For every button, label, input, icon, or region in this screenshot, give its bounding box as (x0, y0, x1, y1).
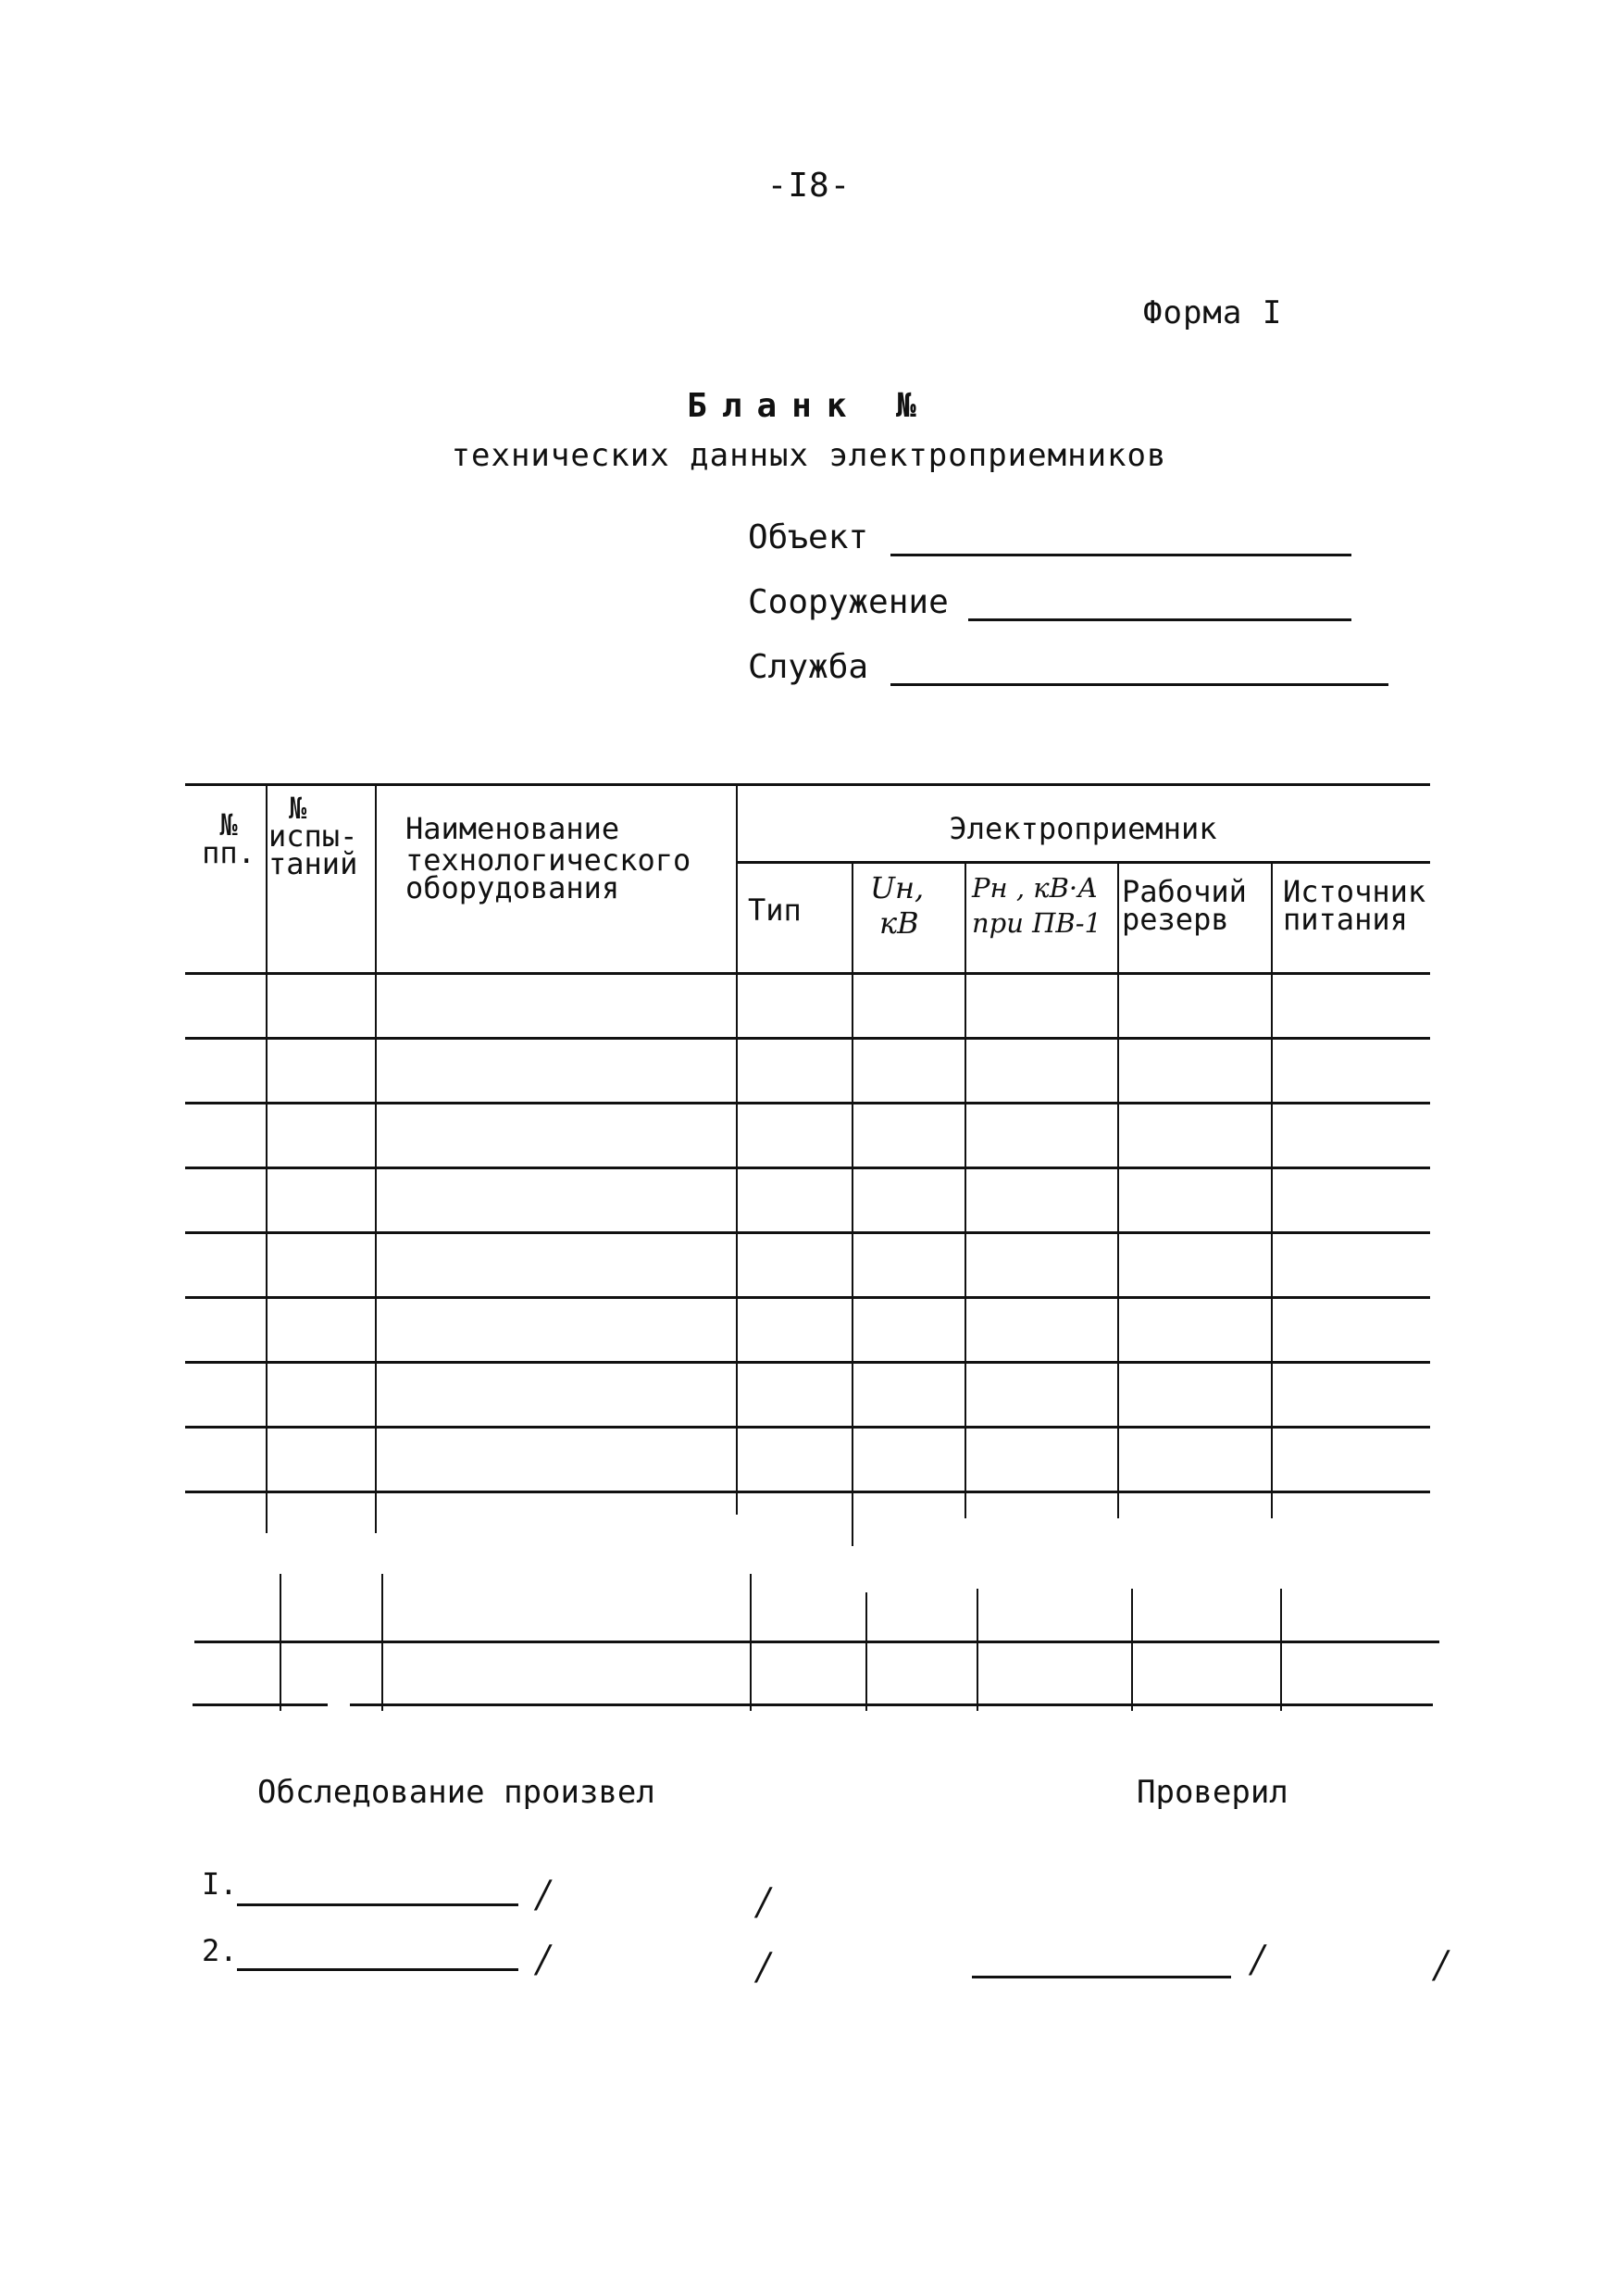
header-bottom-rule (185, 972, 1430, 975)
checker-signature-line[interactable] (972, 1976, 1231, 1978)
table-row-rule (185, 1231, 1430, 1234)
col-header-num: № пп. (202, 807, 255, 870)
structure-field[interactable] (968, 618, 1351, 621)
col-divider (865, 1592, 867, 1711)
object-label: Объект (748, 518, 869, 556)
col-header-source: Источник питания (1283, 874, 1426, 937)
col-divider (1131, 1589, 1133, 1711)
col-divider (1117, 861, 1119, 1518)
table-row-rule (185, 1037, 1430, 1040)
col-divider (375, 783, 377, 1533)
col-header-name: Наименование технологического оборудования (405, 811, 691, 905)
page-number: -I8- (766, 167, 852, 205)
checked-label: Проверил (1137, 1774, 1288, 1811)
table-row-rule (185, 1426, 1430, 1429)
service-label: Служба (748, 648, 869, 686)
col-divider (381, 1574, 383, 1711)
col-header-reserve: Рабочий резерв (1122, 874, 1247, 937)
table-top-rule (185, 783, 1430, 786)
col-divider (1271, 861, 1273, 1518)
col-divider (965, 861, 966, 1518)
signature-slash: / (1251, 1939, 1264, 1981)
col-header-power: Рн , кВ·А при ПВ-1 (972, 872, 1101, 939)
group-header-rule (736, 861, 1430, 864)
signature-line-1[interactable] (237, 1903, 518, 1906)
survey-label: Обследование произвел (257, 1774, 655, 1811)
signature-line-2[interactable] (237, 1968, 518, 1971)
col-divider (266, 783, 268, 1533)
col-divider (852, 861, 853, 1546)
col-divider (1280, 1589, 1282, 1711)
service-field[interactable] (890, 683, 1388, 686)
col-divider (977, 1589, 978, 1711)
signature-slash: / (757, 1946, 770, 1989)
table-bottom-rule (193, 1703, 328, 1706)
signature-number-1: I. (202, 1866, 238, 1902)
form-subtitle: технических данных электроприемников (451, 437, 1167, 474)
table-bottom-rule (350, 1703, 1433, 1706)
col-divider (280, 1574, 281, 1711)
col-group-header: Электроприемник (949, 811, 1217, 846)
col-divider (750, 1574, 752, 1711)
signature-slash: / (1435, 1944, 1448, 1987)
table-row-rule (185, 1102, 1430, 1104)
col-header-test-num: № испы- таний (268, 791, 358, 881)
signature-slash: / (757, 1881, 770, 1924)
structure-label: Сооружение (748, 583, 949, 621)
signature-slash: / (537, 1874, 550, 1916)
form-title: Бланк № (687, 387, 931, 425)
col-header-voltage: Uн, кВ (870, 870, 925, 941)
object-field[interactable] (890, 554, 1351, 556)
table-row-rule (185, 1491, 1430, 1493)
table-row-rule (185, 1296, 1430, 1299)
signature-slash: / (537, 1939, 550, 1981)
form-label: Форма I (1143, 294, 1283, 331)
table-row-rule (185, 1167, 1430, 1169)
signature-number-2: 2. (202, 1933, 238, 1968)
table-row-rule (185, 1361, 1430, 1364)
col-header-type: Тип (748, 892, 802, 928)
